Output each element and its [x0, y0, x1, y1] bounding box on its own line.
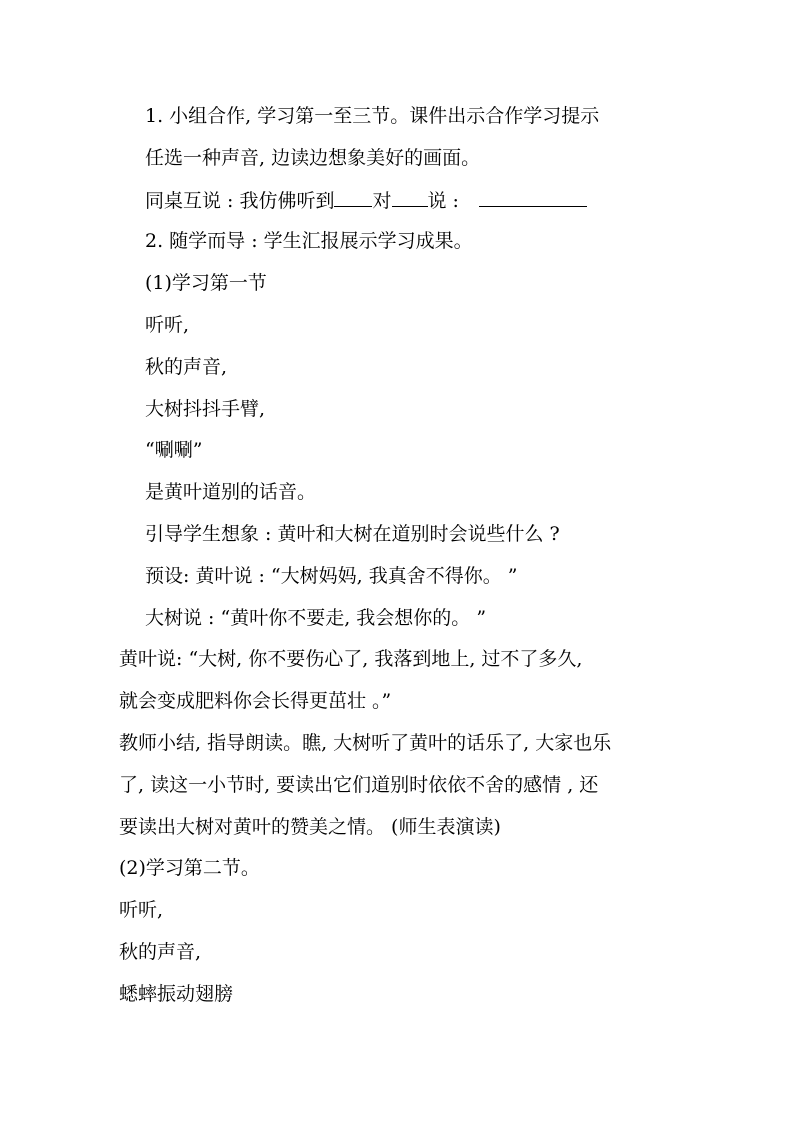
- blank-2: [392, 188, 428, 207]
- paragraph-line: 2. 随学而导 : 学生汇报展示学习成果。: [145, 230, 473, 252]
- paragraph-line: 大树说 : “黄叶你不要走, 我会想你的。 ”: [145, 607, 487, 629]
- fill-in-line: [145, 188, 587, 213]
- paragraph-line: 教师小结, 指导朗读。瞧, 大树听了黄叶的话乐了, 大家也乐: [119, 732, 612, 754]
- fill-in-text-1: 同桌互说 : 我仿佛听到: [145, 190, 335, 212]
- poem-line: 蟋蟀振动翅膀: [119, 983, 234, 1005]
- paragraph-line: 要读出大树对黄叶的赞美之情。 (师生表演读): [119, 816, 501, 838]
- poem-line: “唰唰”: [145, 439, 203, 461]
- poem-line: 秋的声音,: [145, 356, 228, 378]
- poem-line: 是黄叶道别的话音。: [145, 481, 317, 503]
- blank-3: [479, 188, 587, 207]
- paragraph-line: 就会变成肥料你会长得更茁壮 。”: [119, 690, 392, 712]
- paragraph-line: 引导学生想象 : 黄叶和大树在道别时会说些什么 ?: [145, 523, 560, 545]
- poem-line: 听听,: [119, 899, 164, 921]
- section-heading: (1)学习第一节: [145, 272, 267, 294]
- paragraph-line: 预设: 黄叶说 : “大树妈妈, 我真舍不得你。 ”: [145, 565, 518, 587]
- section-heading: (2)学习第二节。: [119, 857, 260, 879]
- fill-in-text-3: 说 :: [427, 190, 459, 212]
- poem-line: 大树抖抖手臂,: [145, 398, 266, 420]
- paragraph-line: 黄叶说: “大树, 你不要伤心了, 我落到地上, 过不了多久,: [119, 648, 583, 670]
- paragraph-line: 了, 读这一小节时, 要读出它们道别时依依不舍的感情 , 还: [119, 774, 599, 796]
- paragraph-line: 任选一种声音, 边读边想象美好的画面。: [145, 147, 481, 169]
- blank-1: [334, 188, 372, 207]
- poem-line: 秋的声音,: [119, 941, 202, 963]
- poem-line: 听听,: [145, 314, 190, 336]
- fill-in-text-2: 对: [372, 190, 392, 212]
- paragraph-line: 1. 小组合作, 学习第一至三节。课件出示合作学习提示: [145, 105, 600, 127]
